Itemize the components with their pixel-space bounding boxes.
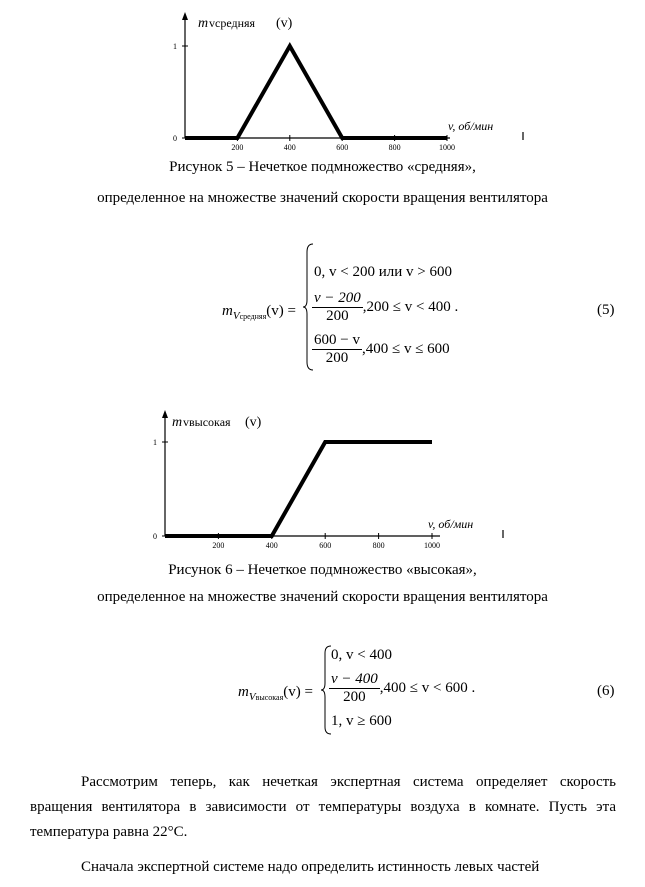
paragraph-1: Рассмотрим теперь, как нечеткая экспертная система определяет скорость вращения вентилятора в зависимости от температуры воздуха в комнате. Пусть эта температура равна 22°С. [30, 774, 616, 840]
chart-vysokaya [130, 408, 530, 548]
figure6-caption-line2: определенное на множестве значений скорости вращения вентилятора [97, 589, 548, 605]
x-tick-label: 600 [336, 143, 349, 150]
f5-c2-num: v − 200 [314, 290, 361, 306]
x-tick-label: 800 [372, 541, 385, 548]
figure6-caption-line1: Рисунок 6 – Нечеткое подмножество «высокая», [168, 562, 477, 578]
f6-m: m [238, 684, 249, 700]
formula6-case2 [329, 671, 475, 706]
ylabel-arg: (v) [276, 16, 293, 31]
ylabel-sub: vвысокая [183, 415, 231, 429]
formula6-case1: 0, v < 400 [331, 647, 392, 663]
f6-c2-cond: ,400 ≤ v < 600 . [379, 679, 476, 696]
ylabel-sub: vсредняя [209, 16, 256, 30]
ylabel-m: m [172, 415, 183, 430]
f5-sub: средняя [239, 312, 267, 321]
paragraph-2: Сначала экспертной системе надо определить истинность левых частей [81, 859, 540, 875]
formula5-case2 [312, 290, 458, 325]
formula5-lhs [222, 303, 296, 322]
f5-arg: (v) = [266, 303, 296, 319]
f5-v: V [232, 310, 240, 322]
chart-srednyaya [150, 10, 540, 150]
y-tick-label: 0 [153, 532, 157, 541]
y-axis-label [198, 16, 293, 31]
x-axis-label: v, об/мин [448, 119, 494, 133]
y-tick-label: 1 [153, 438, 157, 447]
formula6-number: (6) [597, 683, 615, 699]
x-tick-label: 200 [231, 143, 244, 150]
f6-sub: высокая [255, 693, 284, 702]
ylabel-arg: (v) [245, 415, 262, 430]
x-tick-label: 1000 [424, 541, 440, 548]
x-axis-label: v, об/мин [428, 517, 474, 531]
y-axis-arrow [182, 12, 188, 20]
y-axis-arrow [162, 410, 168, 418]
formula6-case3: 1, v ≥ 600 [331, 713, 392, 729]
f5-c3-den: 200 [325, 350, 349, 366]
f5-c2-den: 200 [326, 308, 349, 324]
f5-m: m [222, 303, 233, 319]
f5-c2-cond: ,200 ≤ v < 400 . [362, 298, 459, 315]
y-tick-label: 0 [173, 134, 177, 143]
x-tick-label: 800 [388, 143, 401, 150]
x-tick-label: 400 [265, 541, 278, 548]
y-tick-label: 1 [173, 42, 177, 51]
x-tick-label: 200 [212, 541, 225, 548]
formula6-lhs [238, 684, 313, 703]
f6-v: V [248, 691, 256, 703]
f5-c3-cond: ,400 ≤ v ≤ 600 [361, 340, 450, 357]
x-tick-label: 1000 [439, 143, 455, 150]
formula5-case3 [312, 332, 450, 367]
f6-c2-num: v − 400 [331, 671, 378, 687]
f6-c2-den: 200 [343, 689, 366, 705]
figure5-caption-line2: определенное на множестве значений скорости вращения вентилятора [97, 190, 548, 206]
ylabel-m: m [198, 16, 209, 31]
figure5-caption-line1: Рисунок 5 – Нечеткое подмножество «средняя», [169, 159, 476, 175]
x-tick-label: 600 [319, 541, 332, 548]
y-axis-label [172, 415, 262, 430]
formula5-number: (5) [597, 302, 615, 318]
series-line [165, 442, 432, 536]
series-line [185, 46, 447, 138]
f6-arg: (v) = [283, 684, 313, 700]
formula5-case1: 0, v < 200 или v > 600 [314, 264, 452, 280]
f5-c3-num: 600 − v [314, 332, 360, 348]
x-tick-label: 400 [283, 143, 296, 150]
